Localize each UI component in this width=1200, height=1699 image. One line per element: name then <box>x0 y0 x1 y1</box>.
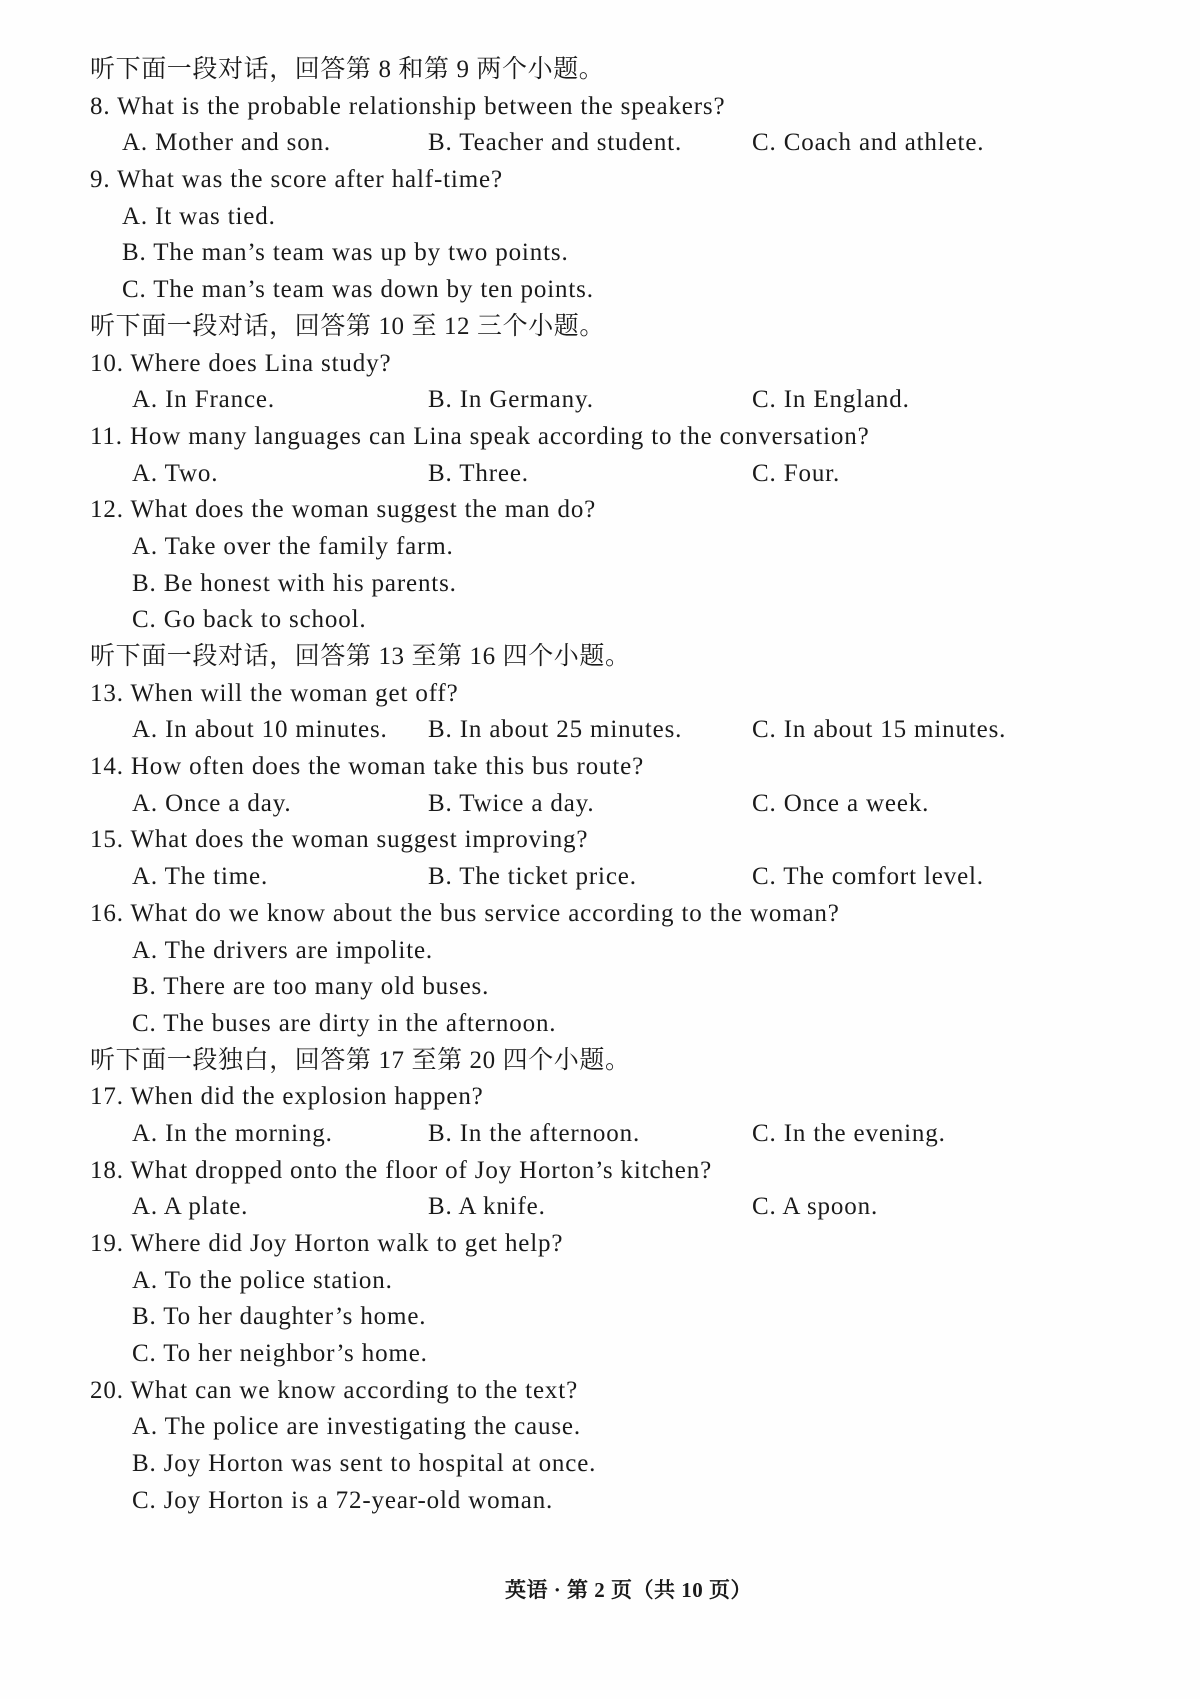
question-15-stem: 15. What does the woman suggest improving? <box>90 826 589 854</box>
question-16-stem: 16. What do we know about the bus service according to the woman? <box>90 899 840 927</box>
question-14-stem: 14. How often does the woman take this bus route? <box>90 753 645 781</box>
question-18-stem: 18. What dropped onto the floor of Joy Horton’s kitchen? <box>90 1156 713 1184</box>
section-questions-8-9 <box>90 52 1150 309</box>
question-16 <box>90 896 1150 1043</box>
question-10-option-b: B. In Germany. <box>428 386 594 414</box>
question-10-options <box>90 382 1150 419</box>
question-18-option-b: B. A knife. <box>428 1193 546 1221</box>
question-12-option-c: C. Go back to school. <box>132 606 367 634</box>
listening-questions <box>90 52 1150 1520</box>
question-11 <box>90 419 1150 492</box>
section-heading: 听下面一段对话，回答第 8 和第 9 两个小题。 <box>90 56 605 83</box>
question-12-stem: 12. What does the woman suggest the man do? <box>90 496 597 524</box>
section-heading: 听下面一段独白，回答第 17 至第 20 四个小题。 <box>90 1046 631 1074</box>
question-15-options <box>90 859 1150 896</box>
question-14 <box>90 749 1150 822</box>
question-15-option-b: B. The ticket price. <box>428 863 637 891</box>
question-19 <box>90 1226 1150 1373</box>
question-8-option-b: B. Teacher and student. <box>428 129 683 157</box>
section-questions-13-16 <box>90 639 1150 1043</box>
question-9 <box>90 162 1150 309</box>
question-9-option-a: A. It was tied. <box>122 202 276 230</box>
question-10-option-a: A. In France. <box>132 386 275 414</box>
question-13-option-c: C. In about 15 minutes. <box>752 716 1007 744</box>
question-18 <box>90 1153 1150 1226</box>
question-14-option-a: A. Once a day. <box>132 789 292 817</box>
question-12-option-a: A. Take over the family farm. <box>132 532 454 560</box>
question-13-options <box>90 712 1150 749</box>
question-15 <box>90 822 1150 895</box>
question-20-option-b: B. Joy Horton was sent to hospital at once. <box>132 1450 597 1478</box>
question-15-option-a: A. The time. <box>132 863 269 891</box>
question-20-option-c: C. Joy Horton is a 72-year-old woman. <box>132 1486 554 1514</box>
question-13-option-a: A. In about 10 minutes. <box>132 716 388 744</box>
question-16-option-b: B. There are too many old buses. <box>132 973 490 1001</box>
question-18-option-a: A. A plate. <box>132 1193 249 1221</box>
question-19-option-b: B. To her daughter’s home. <box>132 1303 427 1331</box>
question-8 <box>90 89 1150 162</box>
question-17-option-a: A. In the morning. <box>132 1119 333 1147</box>
question-11-option-b: B. Three. <box>428 459 529 487</box>
question-16-option-c: C. The buses are dirty in the afternoon. <box>132 1009 557 1037</box>
question-19-option-c: C. To her neighbor’s home. <box>132 1340 428 1368</box>
question-18-options <box>90 1189 1150 1226</box>
question-13-stem: 13. When will the woman get off? <box>90 679 459 707</box>
question-15-option-c: C. The comfort level. <box>752 863 984 891</box>
question-17 <box>90 1079 1150 1152</box>
question-13 <box>90 676 1150 749</box>
question-10 <box>90 346 1150 419</box>
question-20-option-a: A. The police are investigating the cause. <box>132 1413 581 1441</box>
question-20 <box>90 1373 1150 1520</box>
question-14-option-b: B. Twice a day. <box>428 789 595 817</box>
question-19-option-a: A. To the police station. <box>132 1266 393 1294</box>
section-heading: 听下面一段对话，回答第 13 至第 16 四个小题。 <box>90 643 631 670</box>
question-9-option-b: B. The man’s team was up by two points. <box>122 239 569 267</box>
question-11-stem: 11. How many languages can Lina speak according to the conversation? <box>90 422 870 450</box>
question-8-option-a: A. Mother and son. <box>122 129 332 157</box>
question-8-option-c: C. Coach and athlete. <box>752 129 985 157</box>
question-19-stem: 19. Where did Joy Horton walk to get help? <box>90 1230 564 1257</box>
section-questions-10-12 <box>90 309 1150 639</box>
question-8-stem: 8. What is the probable relationship between the speakers? <box>90 92 726 120</box>
section-questions-17-20 <box>90 1043 1150 1520</box>
question-12 <box>90 492 1150 639</box>
question-17-option-b: B. In the afternoon. <box>428 1119 641 1147</box>
question-13-option-b: B. In about 25 minutes. <box>428 716 683 744</box>
question-12-option-b: B. Be honest with his parents. <box>132 569 457 597</box>
question-10-option-c: C. In England. <box>752 386 910 414</box>
question-14-option-c: C. Once a week. <box>752 789 930 817</box>
question-17-stem: 17. When did the explosion happen? <box>90 1083 484 1111</box>
question-14-options <box>90 786 1150 823</box>
section-heading: 听下面一段对话，回答第 10 至 12 三个小题。 <box>90 312 606 340</box>
question-9-option-c: C. The man’s team was down by ten points. <box>122 276 594 304</box>
question-11-option-c: C. Four. <box>752 459 841 487</box>
question-9-stem: 9. What was the score after half-time? <box>90 166 503 194</box>
question-8-options <box>90 125 1150 162</box>
question-18-option-c: C. A spoon. <box>752 1193 879 1221</box>
question-20-stem: 20. What can we know according to the text? <box>90 1376 579 1404</box>
question-17-option-c: C. In the evening. <box>752 1119 946 1147</box>
question-16-option-a: A. The drivers are impolite. <box>132 936 434 964</box>
question-11-options <box>90 456 1150 493</box>
question-10-stem: 10. Where does Lina study? <box>90 349 392 377</box>
page-footer: 英语 · 第 2 页（共 10 页） <box>505 1578 753 1602</box>
question-17-options <box>90 1116 1150 1153</box>
question-11-option-a: A. Two. <box>132 459 219 487</box>
